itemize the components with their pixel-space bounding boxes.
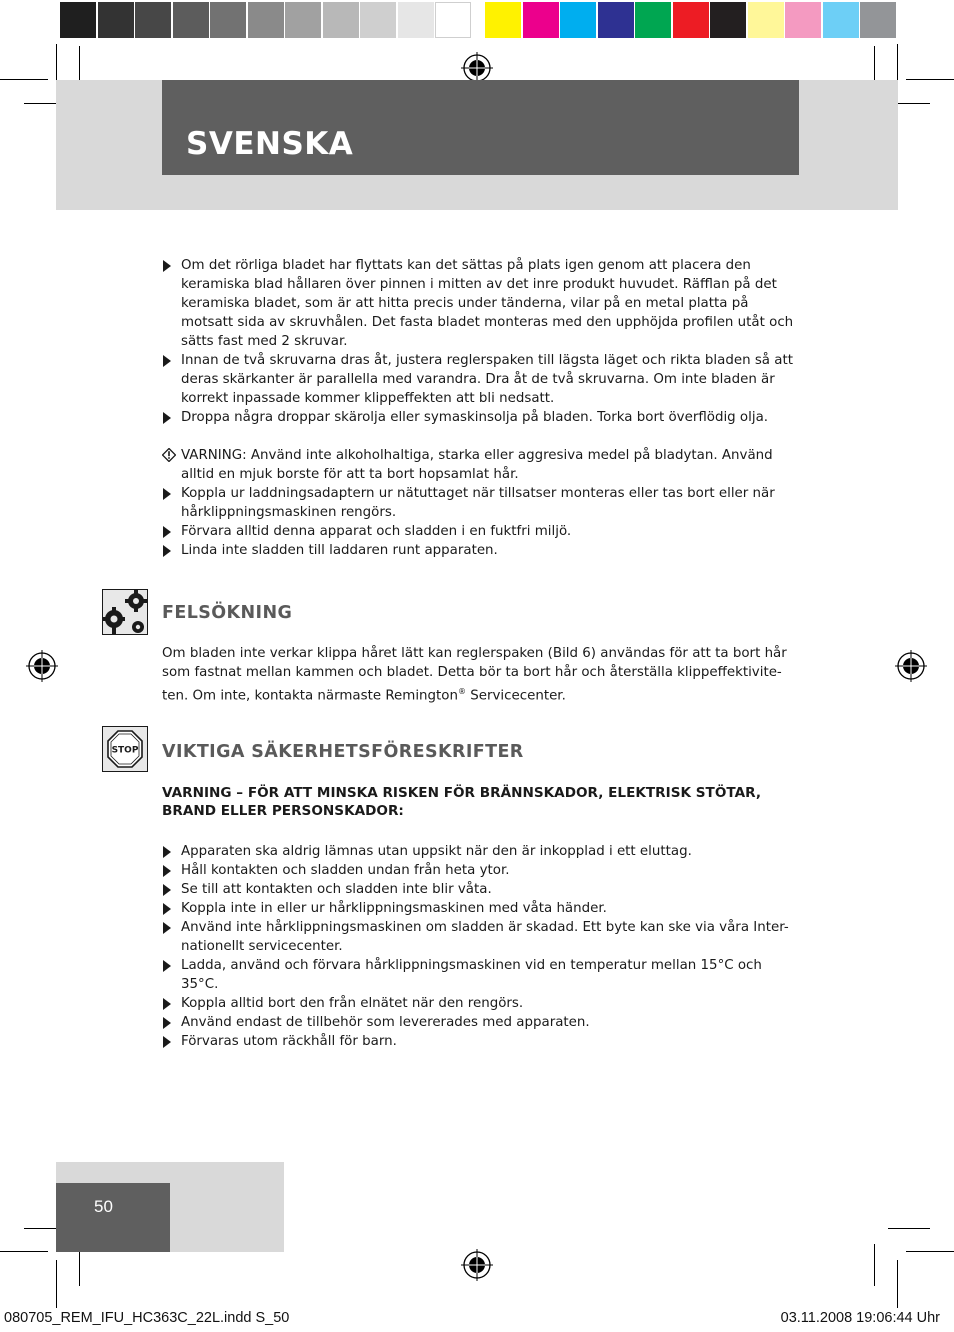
list-item-text: Apparaten ska aldrig lämnas utan uppsikt när den är inkopplad i ett eluttag.	[181, 844, 692, 859]
color-swatch	[560, 2, 596, 38]
color-swatch	[435, 2, 471, 38]
bullet-arrow-icon	[163, 865, 171, 877]
troubleshooting-heading: FELSÖKNING	[162, 603, 293, 623]
list-item	[162, 880, 802, 899]
stop-sign-icon	[102, 726, 148, 772]
title-box	[162, 80, 799, 175]
list-item	[162, 1013, 802, 1032]
list-item-text: Håll kontakten och sladden undan från heta ytor.	[181, 863, 510, 878]
bullet-arrow-icon	[163, 960, 171, 972]
color-swatch	[785, 2, 821, 38]
list-item-text: Innan de två skruvarna dras åt, justera reglerspaken till lägsta läget och rikta bladen så att deras skärkanter är parallella med varandra. Dra åt de två skruvarna. Om inte bladen är korrekt inpassade kommer klippeffekten att bli nedsatt.	[181, 353, 793, 406]
safety-bullet-list	[162, 842, 802, 1051]
registration-mark-icon	[895, 650, 927, 682]
bullet-arrow-icon	[163, 412, 171, 424]
color-swatch	[748, 2, 784, 38]
list-item	[162, 522, 802, 541]
list-item-text: Linda inte sladden till laddaren runt apparaten.	[181, 543, 498, 558]
bullet-arrow-icon	[163, 922, 171, 934]
bullet-arrow-icon	[163, 1017, 171, 1029]
warning-text: VARNING: Använd inte alkoholhaltiga, starka eller aggresiva medel på bladytan. Använd alltid en mjuk borste för att ta bort hopsamlat hår.	[181, 448, 773, 482]
warning-icon	[162, 448, 176, 462]
troubleshooting-body: Om bladen inte verkar klippa håret lätt kan reglerspaken (Bild 6) användas för att ta bort hår som fastnat mellan kammen och bladet. Detta bör ta bort hår och återställa klippeffektivite-ten. Om inte, kontakta närmaste Remington	[162, 646, 787, 704]
list-item	[162, 484, 802, 522]
page-number: 50	[94, 1197, 113, 1216]
list-item	[162, 956, 802, 994]
troubleshooting-body-end: Servicecenter.	[465, 688, 566, 704]
list-item-text: Koppla alltid bort den från elnätet när den rengörs.	[181, 996, 524, 1011]
color-swatch	[635, 2, 671, 38]
color-swatch	[60, 2, 96, 38]
color-swatch	[598, 2, 634, 38]
crop-mark	[0, 1251, 48, 1252]
page-title: SVENSKA	[186, 126, 354, 162]
color-swatch	[173, 2, 209, 38]
list-item-text: Använd endast de tillbehör som levererades med apparaten.	[181, 1015, 590, 1030]
bullet-arrow-icon	[163, 545, 171, 557]
bullet-arrow-icon	[163, 903, 171, 915]
list-item	[162, 408, 802, 427]
color-swatch	[398, 2, 434, 38]
list-item	[162, 918, 802, 956]
list-item-text: Ladda, använd och förvara hårklippningsmaskinen vid en temperatur mellan 15°C och 35°C.	[181, 958, 762, 992]
bullet-arrow-icon	[163, 526, 171, 538]
list-item	[162, 861, 802, 880]
list-item-text: Använd inte hårklippningsmaskinen om sladden är skadad. Ett byte kan ske via våra Inter-nationellt servicecenter.	[181, 920, 789, 954]
safety-heading: VIKTIGA SÄKERHETSFÖRESKRIFTER	[162, 742, 524, 762]
troubleshooting-text	[162, 644, 802, 705]
after-warning-bullet-list	[162, 484, 802, 560]
registration-mark-icon	[461, 1249, 493, 1281]
color-swatch	[285, 2, 321, 38]
bullet-arrow-icon	[163, 260, 171, 272]
crop-mark	[906, 1251, 954, 1252]
color-swatch	[98, 2, 134, 38]
bullet-arrow-icon	[163, 1036, 171, 1048]
bullet-arrow-icon	[163, 998, 171, 1010]
list-item-text: Koppla ur laddningsadaptern ur nätuttaget när tillsatser monteras eller tas bort eller när hårklippningsmaskinen rengörs.	[181, 486, 775, 520]
color-swatch	[210, 2, 246, 38]
list-item-text: Se till att kontakten och sladden inte blir våta.	[181, 882, 492, 897]
crop-mark	[56, 1260, 57, 1308]
list-item-text: Förvara alltid denna apparat och sladden i en fuktfri miljö.	[181, 524, 572, 539]
list-item	[162, 842, 802, 861]
color-swatch	[323, 2, 359, 38]
safety-warning: VARNING – FÖR ATT MINSKA RISKEN FÖR BRÄNNSKADOR, ELEKTRISK STÖTAR, BRAND ELLER PERSONSKADOR:	[162, 785, 762, 819]
crop-mark	[906, 79, 954, 80]
slug-timestamp: 03.11.2008 19:06:44 Uhr	[780, 1310, 940, 1326]
list-item	[162, 256, 802, 351]
registration-mark-icon	[26, 650, 58, 682]
list-item	[162, 541, 802, 560]
slug-filename: 080705_REM_IFU_HC363C_22L.indd S_50	[4, 1310, 290, 1326]
bullet-arrow-icon	[163, 884, 171, 896]
list-item-text: Förvaras utom räckhåll för barn.	[181, 1034, 397, 1049]
registered-mark: ®	[457, 687, 466, 696]
intro-section	[162, 256, 802, 560]
color-swatch	[523, 2, 559, 38]
bullet-arrow-icon	[163, 488, 171, 500]
color-swatch	[710, 2, 746, 38]
intro-bullet-list	[162, 256, 802, 427]
bullet-arrow-icon	[163, 846, 171, 858]
list-item	[162, 1032, 802, 1051]
bullet-arrow-icon	[163, 355, 171, 367]
color-swatch	[248, 2, 284, 38]
crop-mark	[897, 1260, 898, 1308]
crop-mark	[874, 1244, 875, 1286]
color-swatch	[860, 2, 896, 38]
crop-mark	[0, 79, 48, 80]
page-number-box	[56, 1183, 170, 1252]
list-item	[162, 351, 802, 408]
list-item-text: Droppa några droppar skärolja eller symaskinsolja på bladen. Torka bort överflödig olja.	[181, 410, 769, 425]
color-swatch	[485, 2, 521, 38]
list-item-text: Om det rörliga bladet har flyttats kan det sättas på plats igen genom att placera den keramiska blad hållaren över pinnen i mitten av det inre produkt huvudet. Räfflan på det keramiska bladet, som är att hitta precis under tänderna, vilar på en metal platta på motsatt sida av skruvhålen. Det fasta bladet monteras med den upphöjda profilen utåt och sätts fast med 2 skruvar.	[181, 258, 794, 349]
gears-icon	[102, 589, 148, 635]
crop-mark	[888, 1228, 930, 1229]
stop-sign-label: STOP	[111, 745, 139, 756]
list-item-text: Koppla inte in eller ur hårklippningsmaskinen med våta händer.	[181, 901, 607, 916]
safety-section	[162, 842, 802, 1051]
color-swatch	[823, 2, 859, 38]
color-swatch	[135, 2, 171, 38]
warning-note	[162, 446, 802, 484]
list-item	[162, 994, 802, 1013]
list-item	[162, 899, 802, 918]
color-swatch	[673, 2, 709, 38]
color-swatch	[360, 2, 396, 38]
